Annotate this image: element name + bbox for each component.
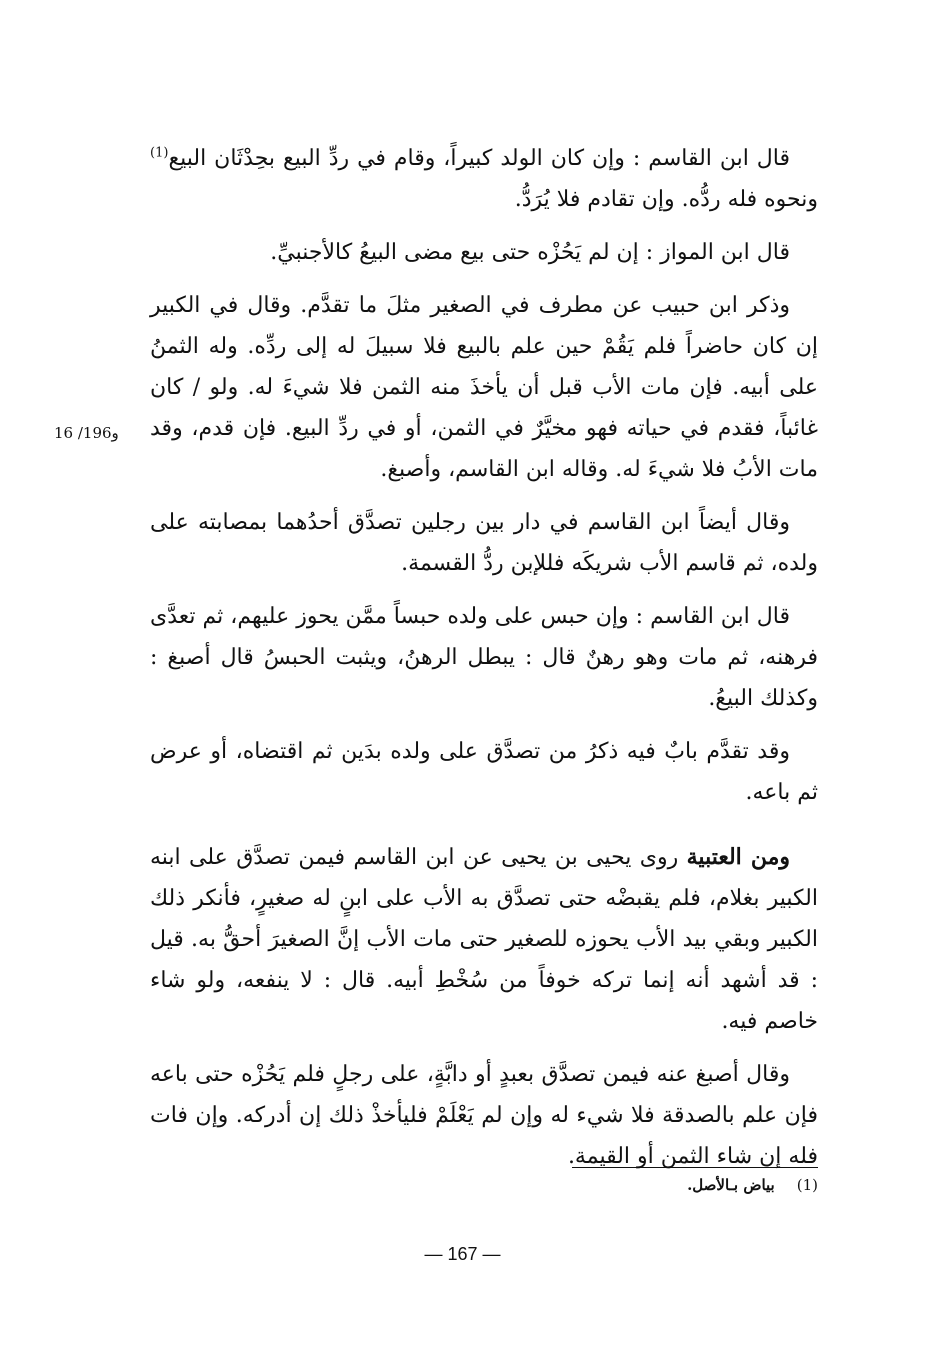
page-number: — 167 —: [424, 1244, 501, 1264]
main-text: [150, 138, 818, 1189]
paragraph-6: وقد تقدَّم بابٌ فيه ذكرُ من تصدَّق على ولده بدَين ثم اقتضاه، أو عرض ثم باعه.: [150, 739, 818, 805]
paragraph-5: قال ابن القاسم : وإن حبس على ولده حبساً ممَّن يحوز عليهم، ثم تعدَّى فرهنه، ثم مات وهو رهنٌ قال : يبطل الرهنُ، ويثبت الحبسُ قال أصبغ : وكذلك البيعُ.: [150, 604, 818, 711]
footnote-text: بياض بـالأصل.: [687, 1176, 775, 1194]
footnote: [687, 1176, 818, 1194]
paragraph-8: وقال أصبغ عنه فيمن تصدَّق بعبدٍ أو دابَّةٍ، على رجلٍ فلم يَحُزْه حتى باعه فإن علم بالصدقة فلا شيء له وإن لم يَعْلَمْ فليأخذْ ذلك إن أدركه. وإن فات فله إن شاء الثمن أو القيمة.: [150, 1062, 818, 1169]
footnote-reference: (1): [150, 145, 169, 161]
paragraph-7: ومن العتبية روى يحيى بن يحيى عن ابن القاسم فيمن تصدَّق على ابنه الكبير بغلام، فلم يقبضْه حتى تصدَّق به الأب على ابنٍ له صغيرٍ، فأنكر ذلك الكبير وبقي بيد الأب يحوزه للصغير حتى مات الأب إنَّ الصغيرَ أحقُّ به. قيل : قد أشهد أنه إنما تركه خوفاً من سُخْطِ أبيه. قال : لا ينفعه، ولو شاء خاصم فيه.: [150, 844, 818, 1034]
paragraph-1: قال ابن القاسم : وإن كان الولد كبيراً، وقام في ردِّ البيع بحِدْثَان البيع$^{(1)}$ ونحوه فله ردُّه. وإن تقادم فلا يُرَدُّ.: [150, 145, 818, 212]
paragraph-2: قال ابن المواز : إن لم يَحُزْه حتى بيع مضى البيعُ كالأجنبيِّ.: [270, 240, 790, 265]
paragraph-3: وذكر ابن حبيب عن مطرف في الصغير مثلَ ما تقدَّم. وقال في الكبير إن كان حاضراً فلم يَقُمْ حين علم بالبيع فلا سبيلَ له إلى ردِّه. وله الثمنُ على أبيه. فإن مات الأب قبل أن يأخذَ منه الثمن فلا شيءَ له. ولو / كان غائباً، فقدم في حياته فهو مخيَّرٌ في الثمن، أو في ردِّ البيع. فإن قدم، وقد مات الأبُ فلا شيءَ له. وقاله ابن القاسم، وأصبغ.: [150, 293, 818, 482]
footnote-divider: [572, 1167, 818, 1168]
margin-folio-note: 16 /196و: [54, 424, 119, 442]
paragraph-4: وقال أيضاً ابن القاسم في دار بين رجلين تصدَّق أحدُهما بمصابته على ولده، ثم قاسم الأب شريكَه فللإبن ردُّ القسمة.: [150, 510, 818, 576]
source-title: ومن العتبية: [686, 844, 790, 870]
footnote-number: (1): [796, 1176, 818, 1194]
